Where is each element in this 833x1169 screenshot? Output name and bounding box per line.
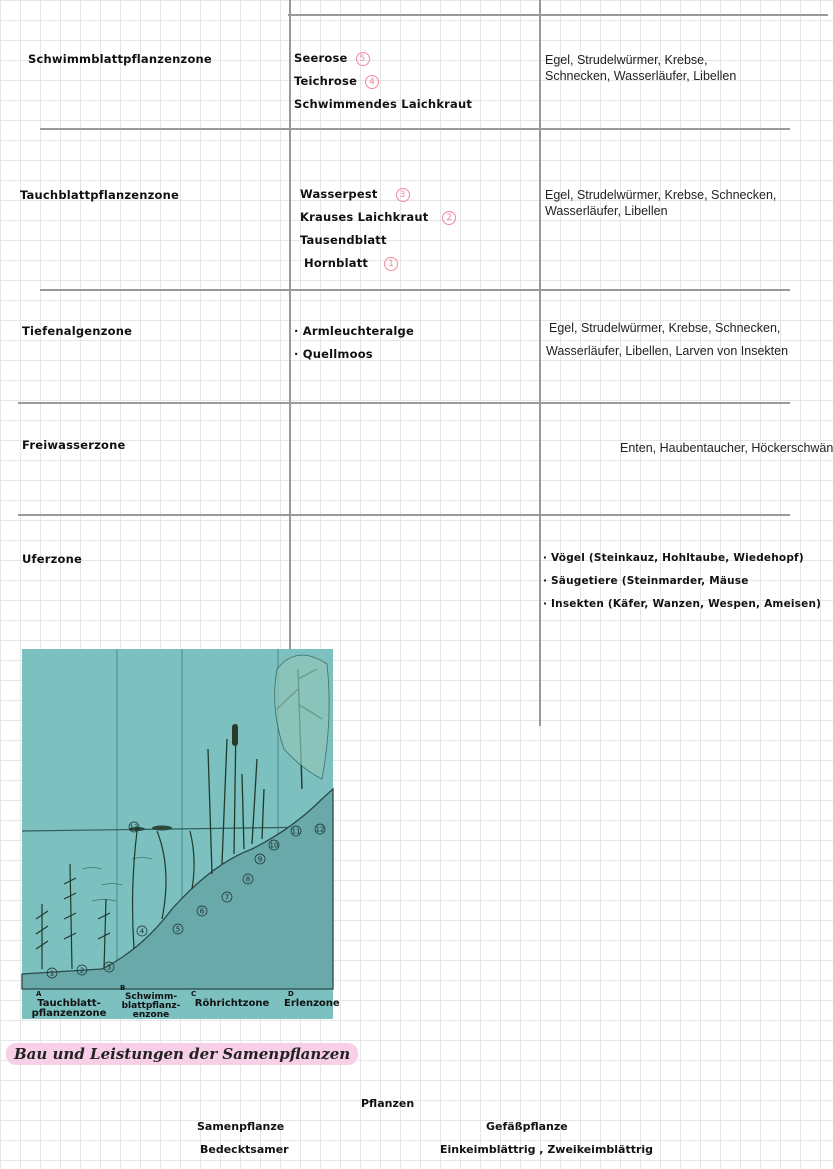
lake-zones-photo [22, 649, 340, 1020]
svg-text:10: 10 [269, 841, 279, 850]
animals-schwimmblatt: Egel, Strudelwürmer, Krebse, Schnecken, Wasserläufer, Libellen [545, 53, 737, 83]
photo-zone-a-label: A Tauchblatt- pflanzenzone [31, 990, 107, 1019]
plant-quellmoos: · Quellmoos [294, 347, 373, 361]
svg-text:1: 1 [49, 969, 55, 978]
tree-left: Samenpflanze [197, 1120, 285, 1133]
svg-text:2: 2 [79, 966, 85, 975]
table-column-divider-1 [289, 0, 291, 652]
animals-ufer-insekten: · Insekten (Käfer, Wanzen, Wespen, Ameisen) [543, 598, 822, 610]
animals-freiwasser: Enten, Haubentaucher, Höckerschwän [620, 441, 833, 455]
plant-krauses-laichkraut: Krauses Laichkraut 2 [300, 210, 456, 225]
zone-label-freiwasser: Freiwasserzone [22, 438, 126, 452]
plant-wasserpest: Wasserpest 3 [300, 187, 410, 202]
row-divider-2 [40, 289, 790, 291]
animals-ufer-voegel: · Vögel (Steinkauz, Hohltaube, Wiedehopf) [543, 552, 804, 564]
svg-text:13: 13 [129, 823, 139, 832]
svg-text:11: 11 [291, 827, 301, 836]
plant-number-badge: 1 [384, 257, 398, 271]
photo-zone-d-label: D Erlenzone [284, 990, 340, 1009]
tree-left-sub: Bedecktsamer [200, 1143, 289, 1156]
tree-root: Pflanzen [361, 1097, 415, 1110]
row-divider-1 [40, 128, 790, 130]
row-divider-3 [18, 402, 790, 404]
animals-tauchblatt: Egel, Strudelwürmer, Krebse, Schnecken, Wasserläufer, Libellen [545, 188, 777, 218]
table-column-divider-2 [539, 0, 541, 726]
svg-text:9: 9 [257, 855, 263, 864]
plant-number-badge: 4 [365, 75, 379, 89]
zone-label-schwimmblatt: Schwimmblattpflanzenzone [28, 52, 212, 66]
plant-schwimmendes-laichkraut: Schwimmendes Laichkraut [294, 97, 473, 111]
svg-text:3: 3 [106, 963, 112, 972]
section-heading: Bau und Leistungen der Samenpflanzen [6, 1043, 358, 1065]
svg-text:5: 5 [175, 925, 181, 934]
lake-zones-drawing [22, 649, 340, 1019]
plant-tausendblatt: Tausendblatt [300, 233, 387, 247]
animals-tiefenalgen-line-2: Wasserläufer, Libellen, Larven von Insekten [546, 344, 789, 358]
zone-label-tiefenalgen: Tiefenalgenzone [22, 324, 133, 338]
plant-number-badge: 3 [396, 188, 410, 202]
animals-tiefenalgen-line-1: Egel, Strudelwürmer, Krebse, Schnecken, [549, 321, 781, 335]
svg-text:6: 6 [199, 907, 205, 916]
photo-zone-b-label: B Schwimm- blattpflanz- enzone [120, 984, 181, 1020]
svg-text:8: 8 [245, 875, 251, 884]
photo-zone-c-label: C Röhrichtzone [191, 990, 270, 1009]
zone-label-tauchblatt: Tauchblattpflanzenzone [20, 188, 180, 202]
table-top-line [288, 14, 828, 16]
plant-teichrose: Teichrose 4 [294, 74, 379, 89]
tree-right: Gefäßpflanze [486, 1120, 568, 1133]
svg-text:4: 4 [139, 927, 145, 936]
tree-right-sub: Einkeimblättrig , Zweikeimblättrig [440, 1143, 654, 1156]
zone-label-ufer: Uferzone [22, 552, 82, 566]
row-divider-4 [18, 514, 790, 516]
svg-text:7: 7 [224, 893, 230, 902]
plant-armleuchteralge: · Armleuchteralge [294, 324, 414, 338]
plant-seerose: Seerose 5 [294, 51, 370, 66]
animals-ufer-saeugetiere: · Säugetiere (Steinmarder, Mäuse [543, 575, 749, 587]
plant-hornblatt: Hornblatt 1 [304, 256, 398, 271]
svg-text:12: 12 [315, 825, 325, 834]
plant-number-badge: 5 [356, 52, 370, 66]
plant-number-badge: 2 [442, 211, 456, 225]
